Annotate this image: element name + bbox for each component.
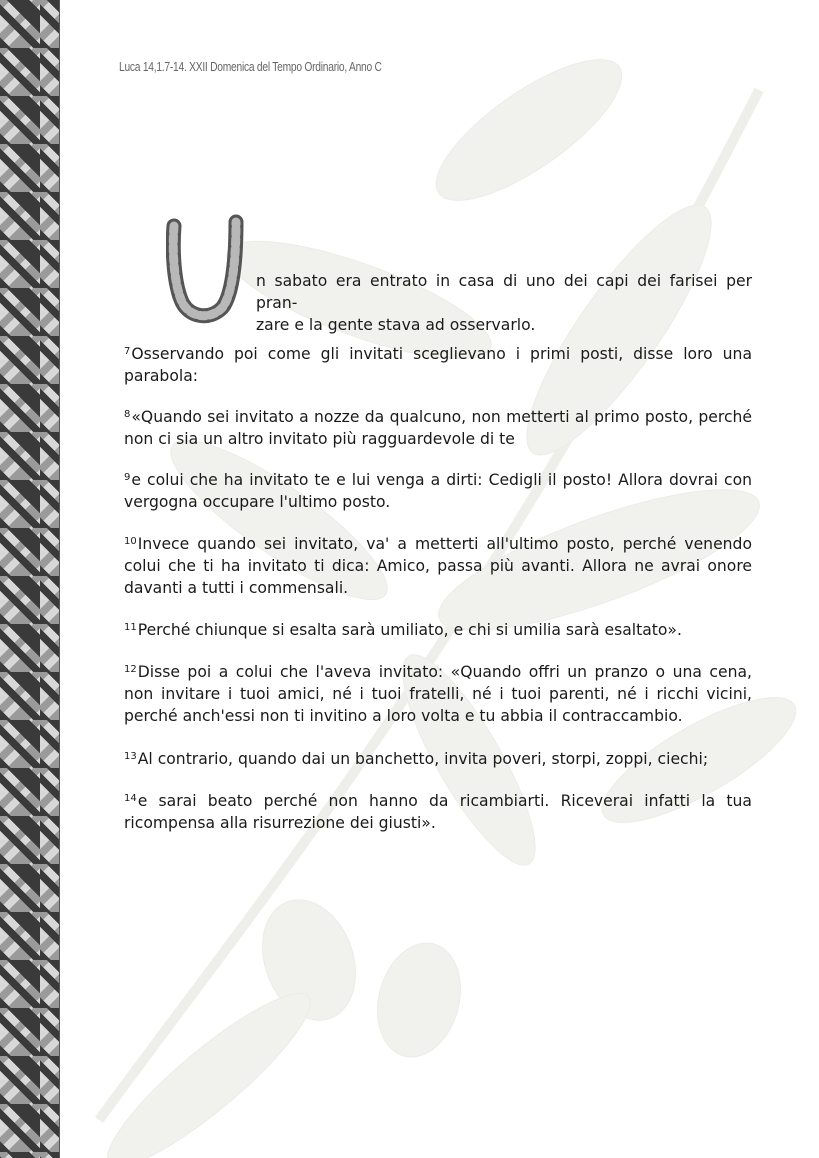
verse-number: 12 bbox=[124, 664, 137, 675]
verse-number: 7 bbox=[124, 346, 131, 357]
verse-14 bbox=[124, 788, 752, 834]
verse-text: Al contrario, quando dai un banchetto, invita poveri, storpi, zoppi, ciechi; bbox=[137, 750, 709, 768]
verse-text: «Quando sei invitato a nozze da qualcuno, non metterti al primo posto, perché non ci sia un altro invitato più ragguardevole di te bbox=[124, 408, 752, 448]
verse-12 bbox=[124, 659, 752, 727]
verse-number: 8 bbox=[124, 409, 131, 420]
verse-text: Invece quando sei invitato, va' a metterti all'ultimo posto, perché venendo colui che ti ha invitato ti dica: Amico, passa più avanti. Allora ne avrai onore davanti a tutti i commensali. bbox=[124, 535, 752, 597]
drop-cap-letter: U bbox=[205, 272, 206, 273]
verse-text: Osservando poi come gli invitati sceglievano i primi posti, disse loro una parabola: bbox=[124, 345, 752, 385]
verse-number: 14 bbox=[124, 793, 137, 804]
paragraph-intro bbox=[256, 270, 752, 336]
verse-10 bbox=[124, 531, 752, 599]
verse-text: e sarai beato perché non hanno da ricambiarti. Riceverai infatti la tua ricompensa alla risurrezione dei giusti». bbox=[124, 792, 752, 832]
verse-text: Perché chiunque si esalta sarà umiliato, e chi si umilia sarà esaltato». bbox=[137, 621, 682, 639]
decorative-border bbox=[0, 0, 60, 1158]
verse-9 bbox=[124, 467, 752, 513]
verse-number: 13 bbox=[124, 751, 137, 762]
verse-text: Disse poi a colui che l'aveva invitato: «Quando offri un pranzo o una cena, non invitare i tuoi amici, né i tuoi fratelli, né i tuoi parenti, né i ricchi vicini, perché anch'essi non ti invitino a loro volta e tu abbia il contraccambio. bbox=[124, 663, 752, 725]
verse-8 bbox=[124, 404, 752, 450]
paragraph-intro-line1: n sabato era entrato in casa di uno dei capi dei farisei per pran- bbox=[256, 272, 752, 312]
verse-13 bbox=[124, 746, 752, 770]
paragraph-intro-line2: zare e la gente stava ad osservarlo. bbox=[256, 316, 536, 334]
drop-cap bbox=[166, 212, 244, 324]
verse-number: 10 bbox=[124, 536, 137, 547]
verse-number: 9 bbox=[124, 472, 131, 483]
verse-7 bbox=[124, 341, 752, 387]
verse-number: 11 bbox=[124, 622, 137, 633]
verse-text: e colui che ha invitato te e lui venga a dirti: Cedigli il posto! Allora dovrai con vergogna occupare l'ultimo posto. bbox=[124, 471, 752, 511]
verse-11 bbox=[124, 617, 752, 641]
page-header: Luca 14,1.7-14. XXII Domenica del Tempo Ordinario, Anno C bbox=[119, 60, 382, 74]
